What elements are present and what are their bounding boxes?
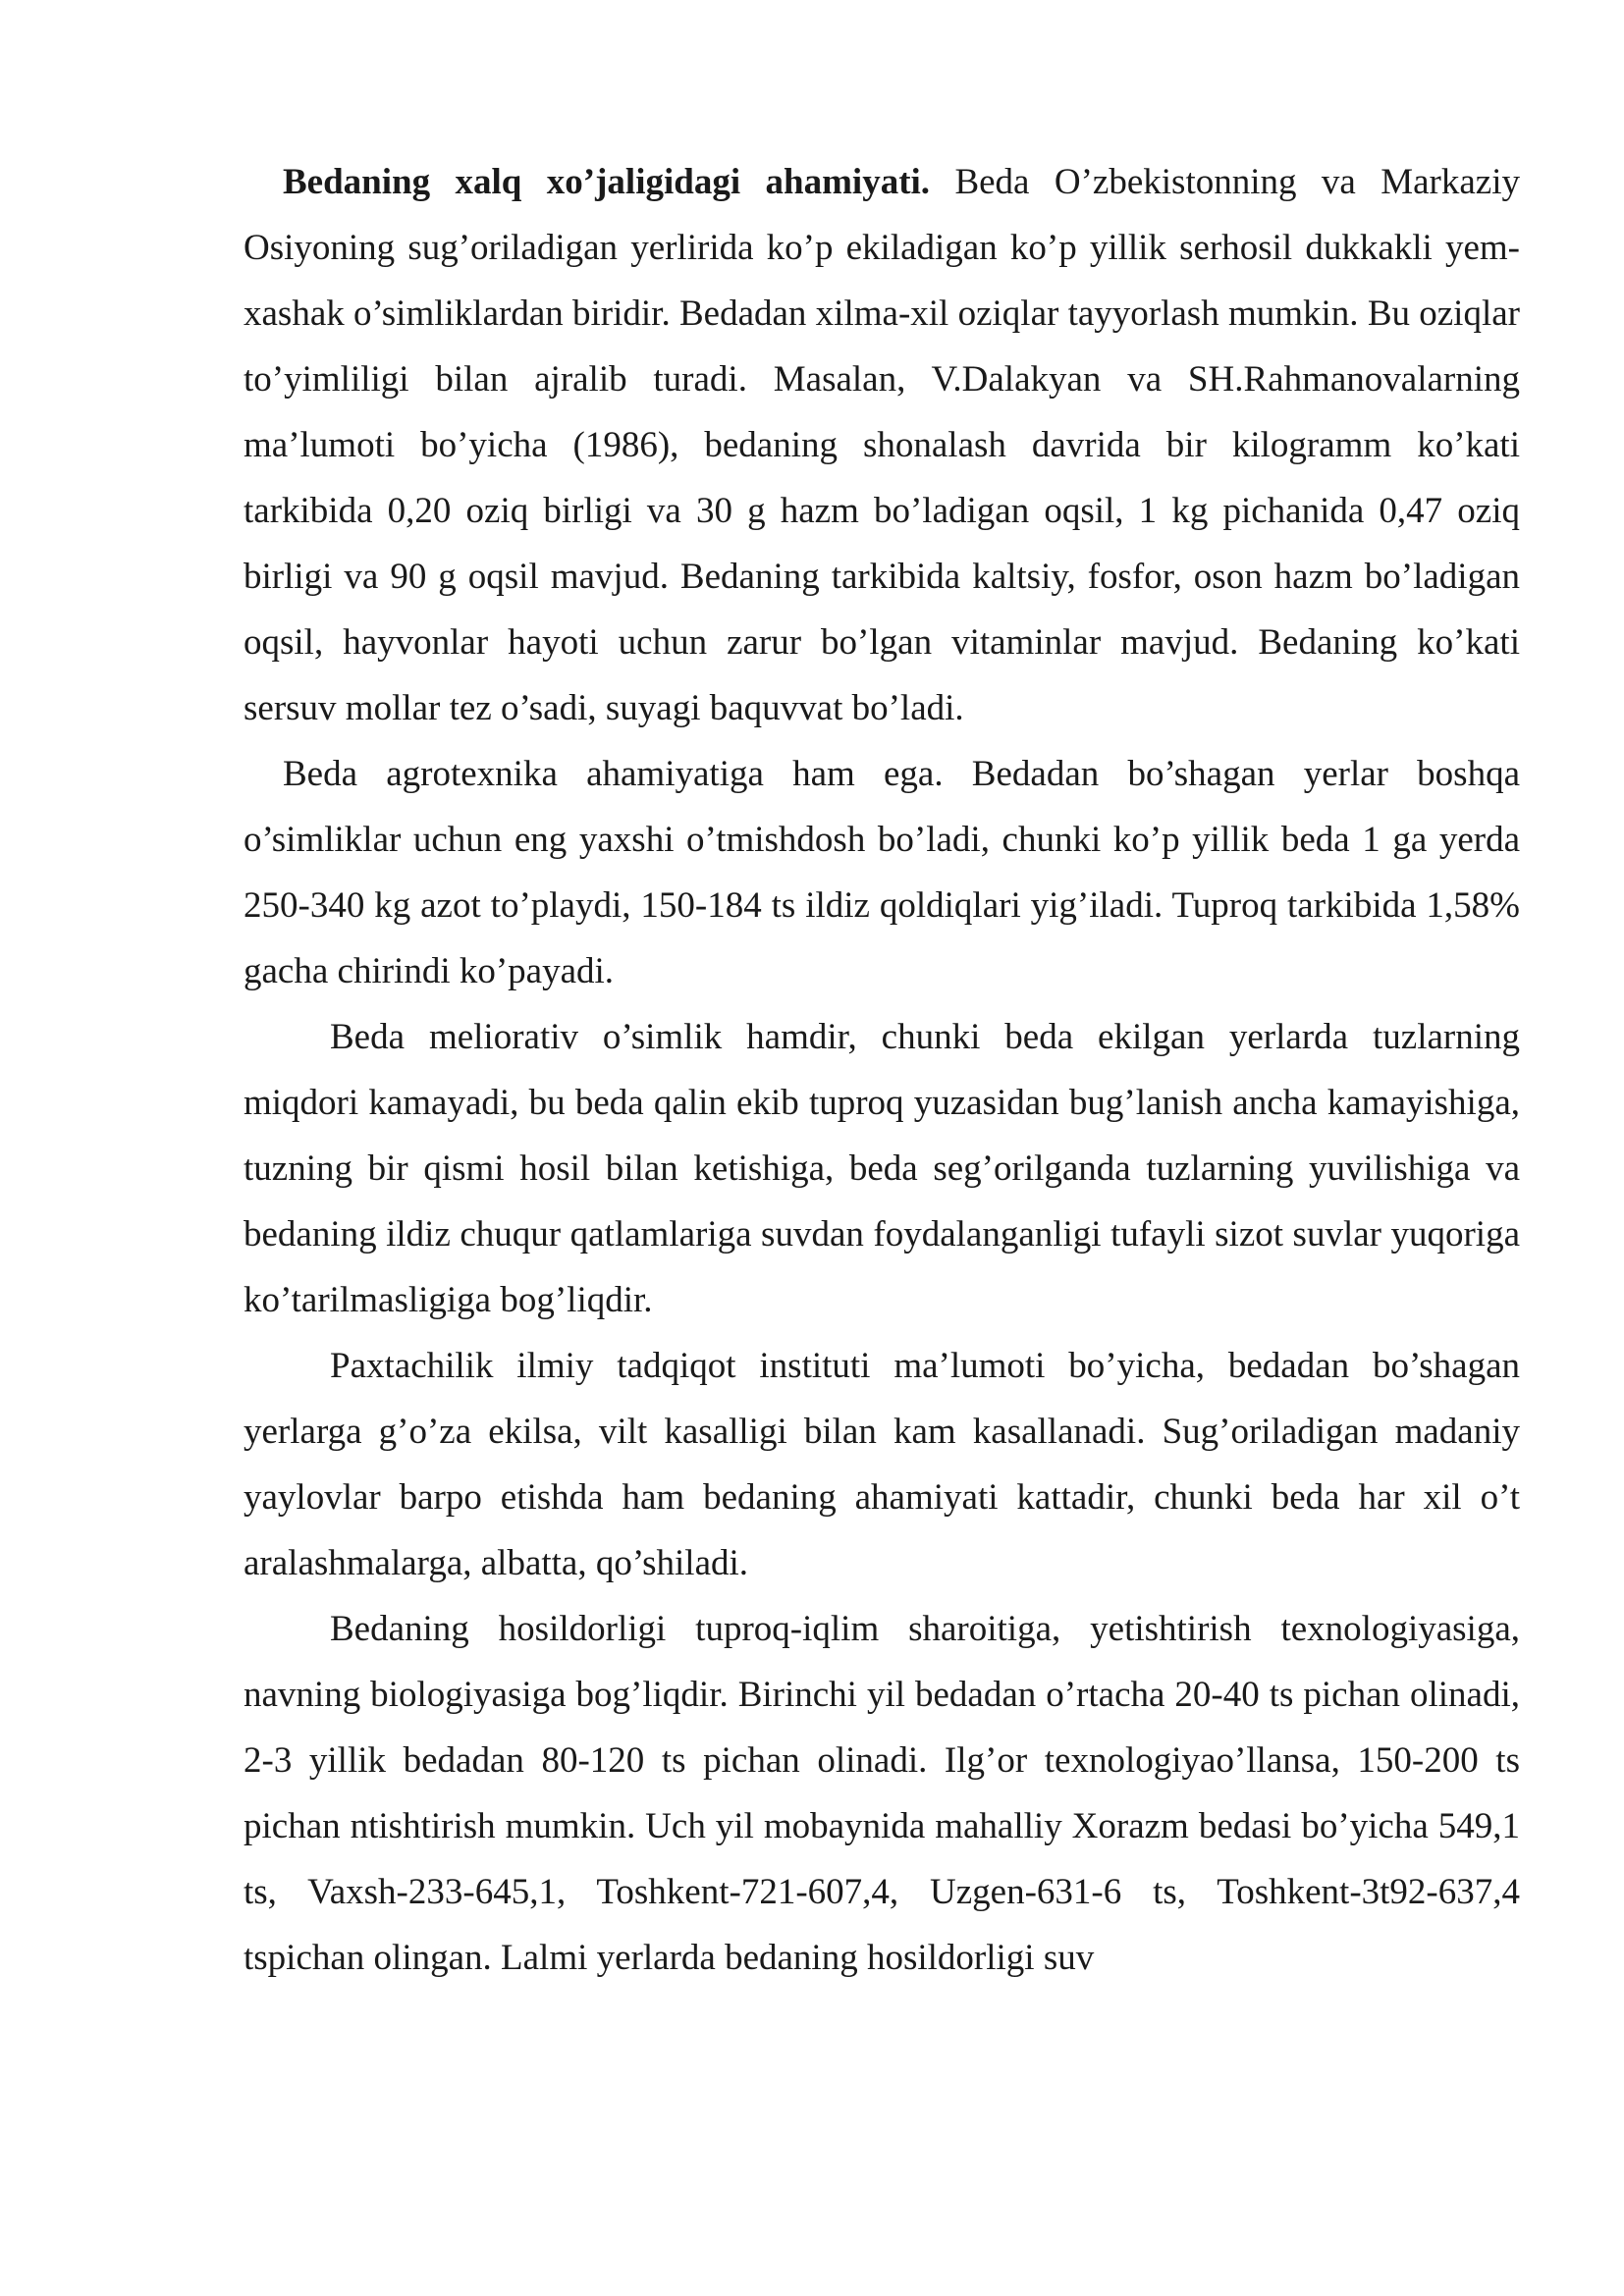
paragraph-text: Beda O’zbekistonning va Markaziy Osiyoning sug’oriladigan yerlirida ko’p ekiladigan ko’p yillik serhosil dukkakli yem-xashak o’simliklardan biridir. Bedadan xilma-xil oziqlar tayyorlash mumkin. Bu oziqlar to’yimliligi bilan ajralib turadi. Masalan, V.Dalakyan va SH.Rahmanovalarning ma’lumoti bo’yicha (1986), bedaning shonalash davrida bir kilogramm ko’kati tarkibida 0,20 oziq birligi va 30 g hazm bo’ladigan oqsil, 1 kg pichanida 0,47 oziq birligi va 90 g oqsil mavjud. Bedaning tarkibida kaltsiy, fosfor, oson hazm bo’ladigan oqsil, hayvonlar hayoti uchun zarur bo’lgan vitaminlar mavjud. Bedaning ko’kati sersuv mollar tez o’sadi, suyagi baquvvat bo’ladi.	[244, 162, 1520, 728]
paragraph-importance	[244, 149, 1520, 741]
paragraph-cotton-institute: Paxtachilik ilmiy tadqiqot instituti ma’lumoti bo’yicha, bedadan bo’shagan yerlarga g’o’za ekilsa, vilt kasalligi bilan kam kasallanadi. Sug’oriladigan madaniy yaylovlar barpo etishda ham bedaning ahamiyati kattadir, chunki beda har xil o’t aralashmalarga, albatta, qo’shiladi.	[244, 1346, 1520, 1583]
paragraph-melioration: Beda meliorativ o’simlik hamdir, chunki beda ekilgan yerlarda tuzlarning miqdori kamayadi, bu beda qalin ekib tuproq yuzasidan bug’lanish ancha kamayishiga, tuzning bir qismi hosil bilan ketishiga, beda seg’orilganda tuzlarning yuvilishiga va bedaning ildiz chuqur qatlamlariga suvdan foydalanganligi tufayli sizot suvlar yuqoriga ko’tarilmasligiga bog’liqdir.	[244, 1017, 1520, 1320]
paragraph-yield: Bedaning hosildorligi tuproq-iqlim sharoitiga, yetishtirish texnologiyasiga, navning biologiyasiga bog’liqdir. Birinchi yil bedadan o’rtacha 20-40 ts pichan olinadi, 2-3 yillik bedadan 80-120 ts pichan olinadi. Ilg’or texnologiyao’llansa, 150-200 ts pichan ntishtirish mumkin. Uch yil mobaynida mahalliy Xorazm bedasi bo’yicha 549,1 ts, Vaxsh-233-645,1, Toshkent-721-607,4, Uzgen-631-6 ts, Toshkent-3t92-637,4 tspichan olingan. Lalmi yerlarda bedaning hosildorligi suv	[244, 1609, 1520, 1978]
paragraph-agrotechnics: Beda agrotexnika ahamiyatiga ham ega. Bedadan bo’shagan yerlar boshqa o’simliklar uchun eng yaxshi o’tmishdosh bo’ladi, chunki ko’p yillik beda 1 ga yerda 250-340 kg azot to’playdi, 150-184 ts ildiz qoldiqlari yig’iladi. Tuproq tarkibida 1,58% gacha chirindi ko’payadi.	[244, 754, 1520, 991]
document-page	[244, 149, 1520, 1991]
section-heading: Bedaning xalq xo’jaligidagi ahamiyati.	[283, 162, 931, 202]
